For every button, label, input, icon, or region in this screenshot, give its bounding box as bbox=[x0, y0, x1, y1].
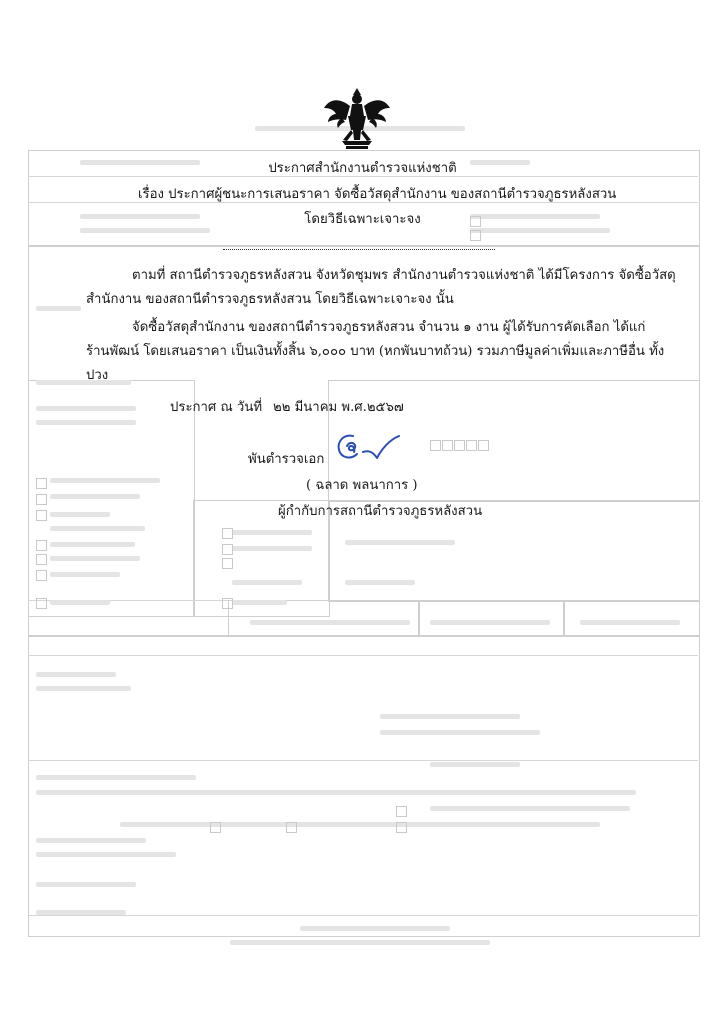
garuda-emblem-icon bbox=[322, 86, 392, 150]
document-subject: เรื่อง ประกาศผู้ชนะการเสนอราคา จัดซื้อวัสดุสำนักงาน ของสถานีตำรวจภูธรหลังสวน bbox=[138, 187, 617, 202]
signatory-name: ( ฉลาด พลนาการ ) bbox=[306, 478, 418, 493]
body-paragraph-1-line-1: ตามที่ สถานีตำรวจภูธรหลังสวน จังหวัดชุมพร สำนักงานตำรวจแห่งชาติ ได้มีโครงการ จัดซื้อวัสดุ bbox=[132, 268, 676, 283]
body-paragraph-1-line-2: สำนักงาน ของสถานีตำรวจภูธรหลังสวน โดยวิธีเฉพาะเจาะจง นั้น bbox=[86, 292, 454, 307]
procurement-method: โดยวิธีเฉพาะเจาะจง bbox=[304, 212, 421, 227]
announce-date-label: ประกาศ ณ วันที่ bbox=[170, 400, 263, 415]
dotted-separator bbox=[223, 249, 495, 250]
body-paragraph-2-line-2: ร้านพัฒน์ โดยเสนอราคา เป็นเงินทั้งสิ้น ๖,๐๐๐ บาท (หกพันบาทถ้วน) รวมภาษีมูลค่าเพิ่มและภาษีอื่น ทั้ง bbox=[86, 344, 665, 359]
body-paragraph-2-line-3: ปวง bbox=[86, 368, 109, 383]
announce-date: ๒๒ มีนาคม พ.ศ.๒๕๖๗ bbox=[273, 400, 404, 415]
body-paragraph-2-line-1: จัดซื้อวัสดุสำนักงาน ของสถานีตำรวจภูธรหลังสวน จำนวน ๑ งาน ผู้ได้รับการคัดเลือก ได้แก่ bbox=[132, 320, 646, 335]
signatory-position: ผู้กำกับการสถานีตำรวจภูธรหลังสวน bbox=[278, 504, 483, 519]
signatory-rank: พันตำรวจเอก bbox=[248, 452, 325, 467]
document-title: ประกาศสำนักงานตำรวจแห่งชาติ bbox=[268, 161, 457, 176]
handwritten-signature bbox=[333, 430, 403, 466]
